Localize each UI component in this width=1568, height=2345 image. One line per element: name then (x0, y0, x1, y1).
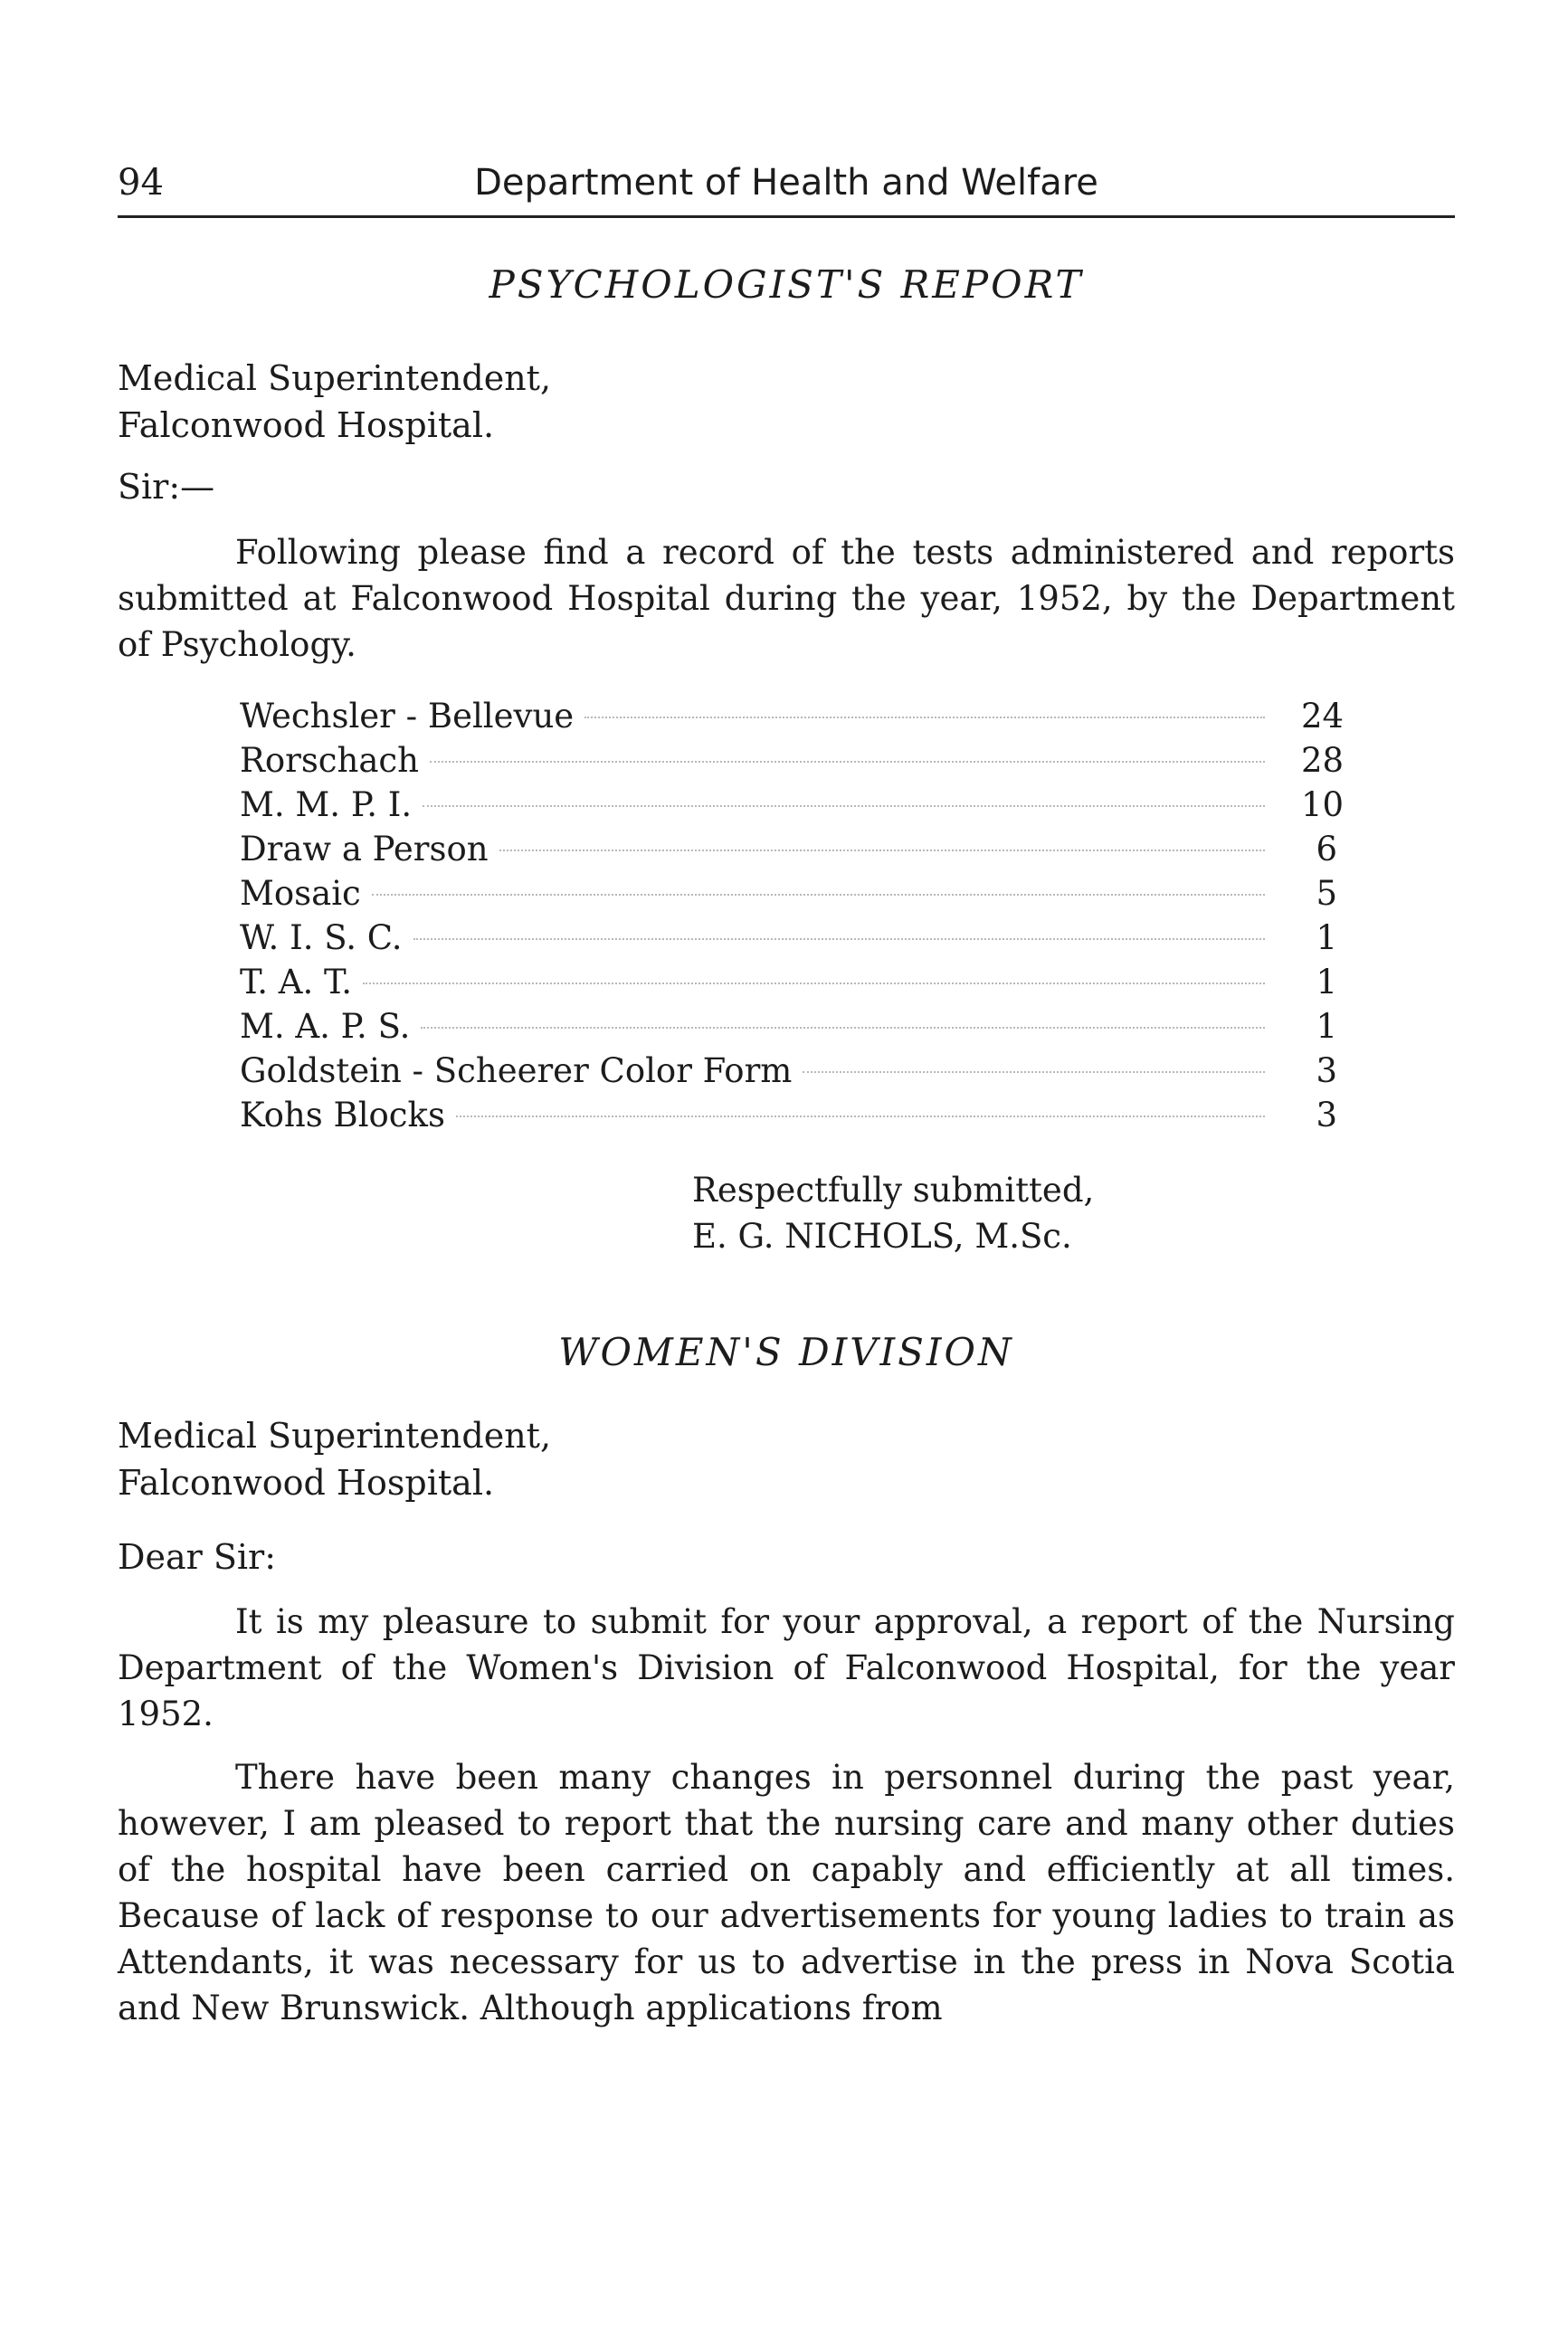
addressee-line: Falconwood Hospital. (118, 405, 495, 445)
signature-block (692, 1167, 1326, 1259)
test-count: 1 (1316, 963, 1337, 1002)
dot-leader (430, 761, 1265, 763)
test-count: 10 (1301, 785, 1345, 824)
dot-leader (584, 717, 1265, 718)
test-name: Kohs Blocks (240, 1096, 445, 1135)
addressee-line: Medical Superintendent, (118, 1416, 552, 1456)
addressee-line: Falconwood Hospital. (118, 1463, 495, 1503)
test-row (240, 1049, 1337, 1093)
psychologist-report-salutation (118, 463, 1455, 510)
dot-leader (363, 983, 1265, 984)
womens-division-paragraph (118, 1599, 1455, 1737)
dot-leader (499, 850, 1265, 851)
addressee-line: Medical Superintendent, (118, 358, 552, 398)
test-row (240, 960, 1337, 1004)
salutation: Sir:— (118, 467, 215, 507)
test-count: 3 (1316, 1051, 1337, 1090)
womens-division-addressee (118, 1412, 1455, 1506)
test-count: 5 (1316, 874, 1337, 913)
signatory: E. G. NICHOLS, M.Sc. (692, 1217, 1072, 1256)
dot-leader (413, 938, 1265, 940)
test-row (240, 916, 1337, 960)
test-row (240, 783, 1345, 827)
test-name: T. A. T. (240, 963, 353, 1002)
test-count: 28 (1301, 741, 1345, 780)
test-row (240, 827, 1337, 871)
test-row (240, 871, 1337, 916)
test-row (240, 1004, 1337, 1049)
test-name: M. M. P. I. (240, 785, 413, 824)
womens-division-title: WOMEN'S DIVISION (558, 1330, 1014, 1374)
dot-leader (372, 894, 1265, 896)
header-rule (118, 215, 1455, 218)
test-count: 1 (1316, 918, 1337, 957)
test-row (240, 694, 1345, 738)
page-number: 94 (118, 162, 164, 204)
running-head-title: Department of Health and Welfare (474, 162, 1098, 204)
test-name: Wechsler - Bellevue (240, 697, 575, 736)
test-count: 6 (1316, 830, 1337, 869)
closing: Respectfully submitted, (692, 1171, 1095, 1210)
dot-leader (421, 1027, 1265, 1029)
running-head (118, 156, 1455, 210)
paragraph-text: There have been many changes in personnel during the past year, however, I am pleased to report that the nursing care and many other duties of the hospital have been carried on capably and efficiently at all times. Because of lack of response to our advertisements for young ladies to train as Attendants, it was necessary for us to advertise in the press in Nova Scotia and New Brunswick. Although applications from (118, 1758, 1455, 2027)
womens-division-paragraph (118, 1754, 1455, 2031)
test-count: 24 (1301, 697, 1345, 736)
test-name: Draw a Person (240, 830, 489, 869)
psychologist-report-intro (118, 529, 1455, 668)
test-name: Mosaic (240, 874, 361, 913)
intro-text: Following please find a record of the tests administered and reports submitted at Falconwood Hospital during the year, 1952, by the Department of Psychology. (118, 533, 1455, 664)
tests-list (240, 694, 1345, 1137)
test-name: Goldstein - Scheerer Color Form (240, 1051, 793, 1090)
test-row (240, 1093, 1337, 1137)
test-name: Rorschach (240, 741, 419, 780)
paragraph-text: It is my pleasure to submit for your approval, a report of the Nursing Department of the Women's Division of Falconwood Hospital, for the year 1952. (118, 1602, 1455, 1733)
dot-leader (423, 805, 1265, 807)
dot-leader (803, 1071, 1265, 1073)
womens-division-salutation (118, 1533, 1455, 1581)
psychologist-report-title: PSYCHOLOGIST'S REPORT (489, 262, 1084, 307)
salutation: Dear Sir: (118, 1537, 277, 1577)
test-row (240, 738, 1345, 783)
test-name: W. I. S. C. (240, 918, 403, 957)
psychologist-report-addressee (118, 355, 1455, 449)
test-name: M. A. P. S. (240, 1007, 411, 1046)
test-count: 3 (1316, 1096, 1337, 1135)
test-count: 1 (1316, 1007, 1337, 1046)
dot-leader (456, 1116, 1265, 1117)
